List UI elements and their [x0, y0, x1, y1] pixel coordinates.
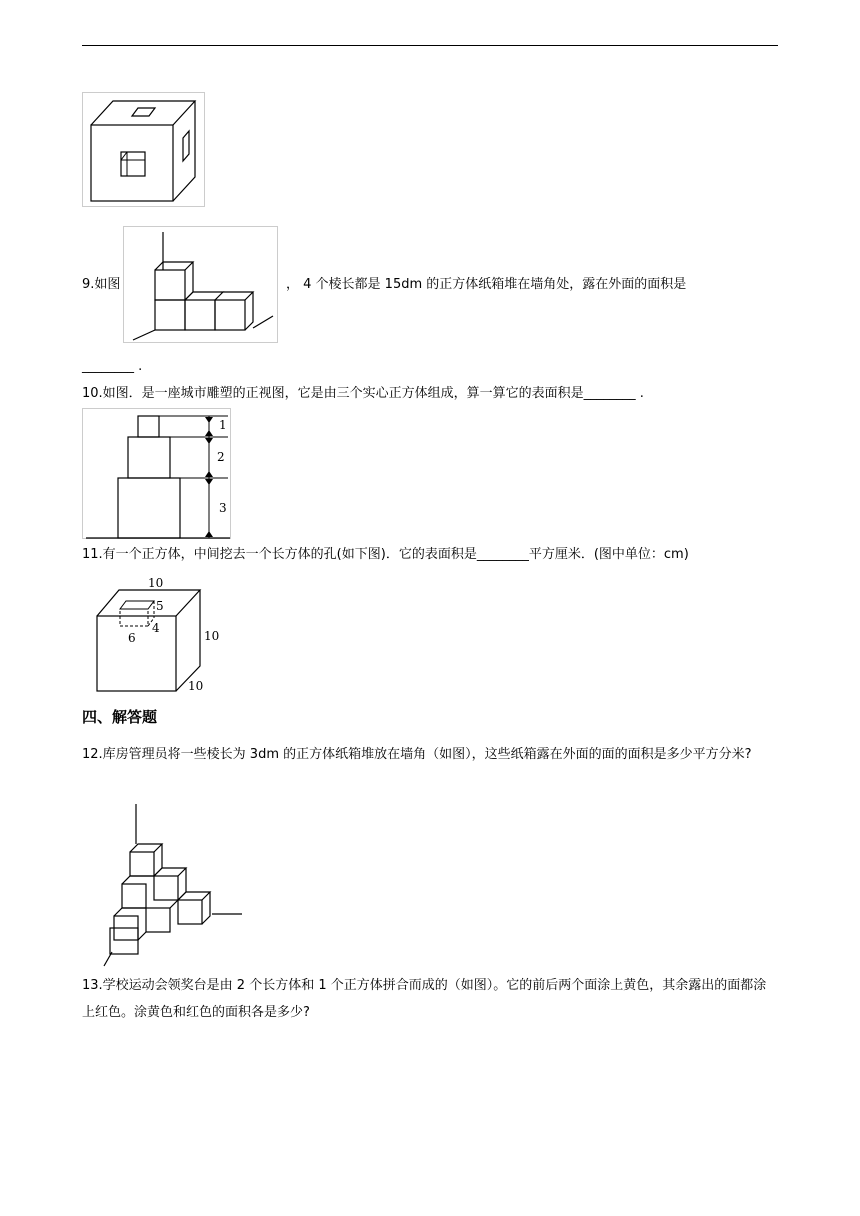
q13-text: 13.学校运动会领奖台是由 2 个长方体和 1 个正方体拼合而成的（如图）。它的前后两个面涂上黄色，其余露出的面都涂上红色。涂黄色和红色的面积各是多少?: [82, 978, 767, 1020]
q11-label-bottom: 10: [188, 679, 204, 693]
q12-text: 12.库房管理员将一些棱长为 3dm 的正方体纸箱堆放在墙角（如图），这些纸箱露在外面的面的面积是多少平方分米?: [82, 747, 752, 762]
q11-label-hole-w: 6: [128, 631, 136, 645]
q10-dim-3: 3: [219, 501, 227, 515]
section-heading: 四、解答题: [82, 708, 158, 726]
q11-label-top: 10: [148, 576, 164, 590]
q10-text: 10.如图．是一座城市雕塑的正视图，它是由三个实心正方体组成，算一算它的表面积是________ .: [82, 386, 644, 401]
q9-number: 9.如图: [82, 277, 121, 292]
q11-label-hole-d: 4: [152, 621, 160, 635]
q12-stacked-boxes-figure: [100, 804, 246, 968]
q9-corner-boxes-figure: [123, 226, 279, 344]
q10-dim-2: 2: [217, 450, 225, 464]
q11-cube-hole-figure: [96, 574, 226, 694]
header-rule: [82, 45, 778, 46]
q9-text: ， 4 个棱长都是 15dm 的正方体纸箱堆在墙角处，露在外面的面积是: [286, 277, 687, 292]
cube-with-holes-figure: [82, 92, 206, 208]
q10-dim-1: 1: [219, 418, 227, 432]
q11-label-right: 10: [204, 629, 220, 643]
q11-text: 11.有一个正方体，中间挖去一个长方体的孔(如下图)．它的表面积是________平方厘米．(图中单位：cm): [82, 547, 689, 562]
q11-label-hole-h: 5: [156, 599, 164, 613]
q10-sculpture-figure: [82, 408, 232, 540]
q9-answer-blank: ________ .: [82, 359, 143, 374]
